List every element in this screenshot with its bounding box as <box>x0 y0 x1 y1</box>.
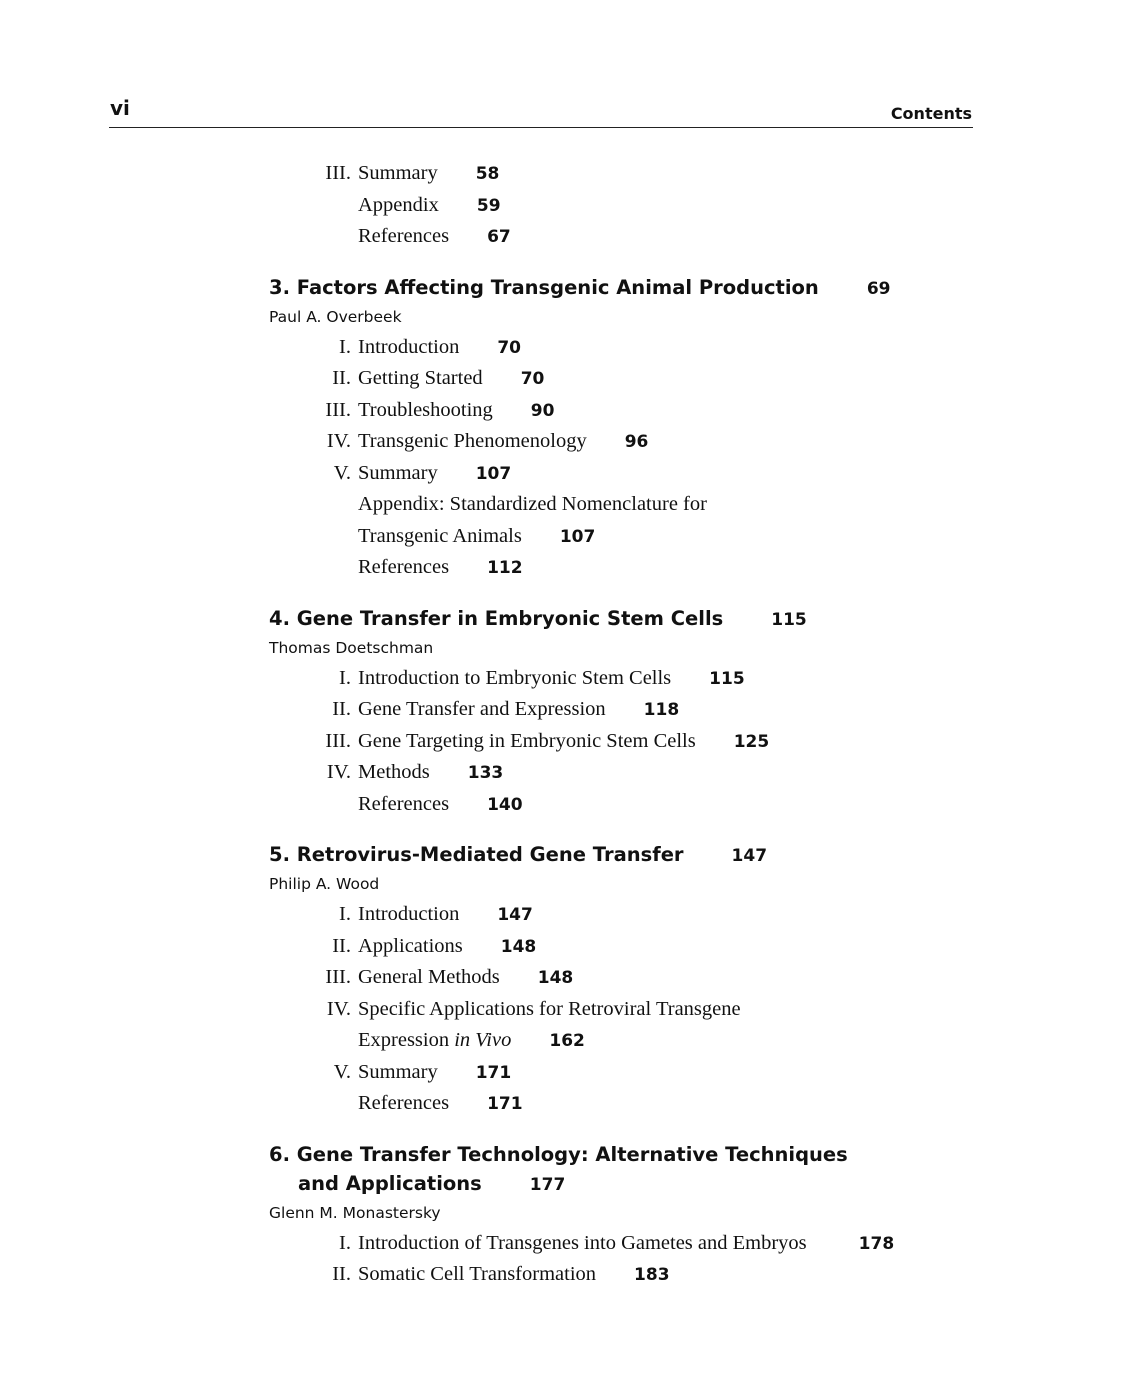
entry-number: I. <box>339 903 351 925</box>
entry-title: Specific Applications for Retroviral Transgene <box>358 997 741 1020</box>
toc-entry <box>269 426 969 458</box>
entry-title: Introduction <box>358 903 460 925</box>
toc-entry <box>269 1025 969 1057</box>
entry-title: Summary <box>358 162 438 184</box>
entry-number: III. <box>325 966 351 988</box>
chapter-title: 4. Gene Transfer in Embryonic Stem Cells <box>269 606 724 630</box>
chapter-heading <box>269 273 969 304</box>
entry-page: 171 <box>487 1094 523 1114</box>
toc-entry <box>269 757 969 789</box>
entry-title: Summary <box>358 461 438 484</box>
chapter-title-continued: and Applications <box>298 1171 482 1195</box>
entry-page: 147 <box>497 905 533 925</box>
entry-page: 183 <box>634 1265 670 1285</box>
toc-entry <box>269 221 969 253</box>
chapter-heading <box>269 1140 969 1200</box>
toc-entry <box>269 663 969 695</box>
toc-entry <box>269 931 969 963</box>
entry-title: General Methods <box>358 966 500 988</box>
entry-page: 107 <box>559 526 596 547</box>
toc-entry <box>269 158 969 190</box>
chapter-page: 69 <box>866 278 891 299</box>
toc-entry <box>269 789 969 821</box>
entry-title: References <box>358 225 450 247</box>
toc-entry <box>269 1228 969 1260</box>
toc-entry <box>269 962 969 994</box>
toc-entry <box>269 363 969 395</box>
entry-title: Methods <box>358 761 430 783</box>
entry-number: IV. <box>326 761 351 783</box>
chapter-author: Paul A. Overbeek <box>269 307 402 326</box>
toc-entry <box>269 1057 969 1089</box>
entry-number: II. <box>332 1263 351 1285</box>
entry-title: Gene Transfer and Expression <box>358 698 606 720</box>
entry-page: 178 <box>858 1233 895 1254</box>
entry-page: 115 <box>709 668 745 689</box>
entry-number: III. <box>325 729 351 752</box>
chapter-page: 147 <box>731 846 768 866</box>
entry-title-italic: in Vivo <box>454 1029 512 1051</box>
entry-number: IV. <box>326 430 351 452</box>
entry-title: References <box>358 1092 450 1114</box>
chapter-title: 5. Retrovirus-Mediated Gene Transfer <box>269 843 684 866</box>
entry-title: Introduction to Embryonic Stem Cells <box>358 666 672 689</box>
entry-page: 70 <box>497 337 522 358</box>
entry-title: Introduction of Transgenes into Gametes and Embryos <box>358 1231 807 1254</box>
chapter-title: 3. Factors Affecting Transgenic Animal Production <box>269 275 819 299</box>
toc-entry <box>269 899 969 931</box>
toc-entry <box>269 552 969 584</box>
entry-page: 70 <box>520 369 545 389</box>
entry-title: Applications <box>358 934 463 957</box>
entry-title: Somatic Cell Transformation <box>358 1263 597 1285</box>
entry-page: 67 <box>487 227 511 247</box>
chapter-heading <box>269 604 969 635</box>
toc-entry <box>269 1088 969 1120</box>
entry-number: I. <box>339 1231 351 1254</box>
toc-entry <box>269 489 969 521</box>
entry-page: 59 <box>476 195 501 216</box>
entry-page: 140 <box>487 794 523 815</box>
chapter-page: 115 <box>771 609 807 630</box>
toc-entry <box>269 332 969 364</box>
chapter-title: 6. Gene Transfer Technology: Alternative Techniques <box>269 1142 848 1166</box>
toc-entry <box>269 458 969 490</box>
chapter-author: Philip A. Wood <box>269 875 380 893</box>
entry-title: Appendix <box>358 193 439 216</box>
toc-entry <box>269 190 969 222</box>
entry-title: References <box>358 556 450 578</box>
entry-page: 162 <box>549 1031 585 1051</box>
entry-title: Appendix: Standardized Nomenclature for <box>358 493 707 515</box>
entry-title: Introduction <box>358 335 460 358</box>
entry-page: 58 <box>475 164 500 184</box>
entry-number: II. <box>332 934 351 957</box>
page-number: vi <box>110 96 130 120</box>
running-title: Contents <box>890 104 972 123</box>
entry-page: 118 <box>643 700 680 720</box>
entry-title: References <box>358 792 450 815</box>
entry-number: V. <box>333 1060 351 1083</box>
entry-title: Gene Targeting in Embryonic Stem Cells <box>358 729 696 752</box>
chapter-author: Glenn M. Monastersky <box>269 1203 441 1222</box>
entry-number: I. <box>339 335 351 358</box>
entry-page: 125 <box>733 731 770 752</box>
toc-entry <box>269 694 969 726</box>
entry-page: 171 <box>475 1062 512 1083</box>
entry-number: III. <box>325 398 351 421</box>
entry-number: IV. <box>326 997 351 1020</box>
header-rule <box>109 127 973 128</box>
entry-title: Expression <box>358 1029 450 1051</box>
toc-entry <box>269 395 969 427</box>
entry-number: II. <box>332 698 351 720</box>
chapter-page: 177 <box>529 1174 566 1195</box>
entry-number: II. <box>332 367 351 389</box>
entry-number: III. <box>325 162 351 184</box>
chapter-heading <box>269 840 969 871</box>
toc-entry <box>269 994 969 1026</box>
entry-page: 90 <box>530 400 555 421</box>
entry-page: 148 <box>500 936 537 957</box>
entry-page: 133 <box>467 763 504 783</box>
entry-page: 112 <box>487 558 523 578</box>
entry-page: 148 <box>537 968 574 988</box>
entry-title: Transgenic Phenomenology <box>358 430 587 452</box>
toc-entry <box>269 1259 969 1291</box>
entry-page: 107 <box>475 463 512 484</box>
entry-title: Troubleshooting <box>358 398 493 421</box>
entry-title: Summary <box>358 1060 438 1083</box>
toc-entry <box>269 726 969 758</box>
entry-number: I. <box>339 666 351 689</box>
entry-title: Transgenic Animals <box>358 524 522 547</box>
entry-title: Getting Started <box>358 367 483 389</box>
entry-page: 96 <box>624 432 649 452</box>
chapter-author: Thomas Doetschman <box>269 638 434 657</box>
table-of-contents <box>269 158 969 1291</box>
toc-entry <box>269 521 969 553</box>
entry-number: V. <box>333 461 351 484</box>
